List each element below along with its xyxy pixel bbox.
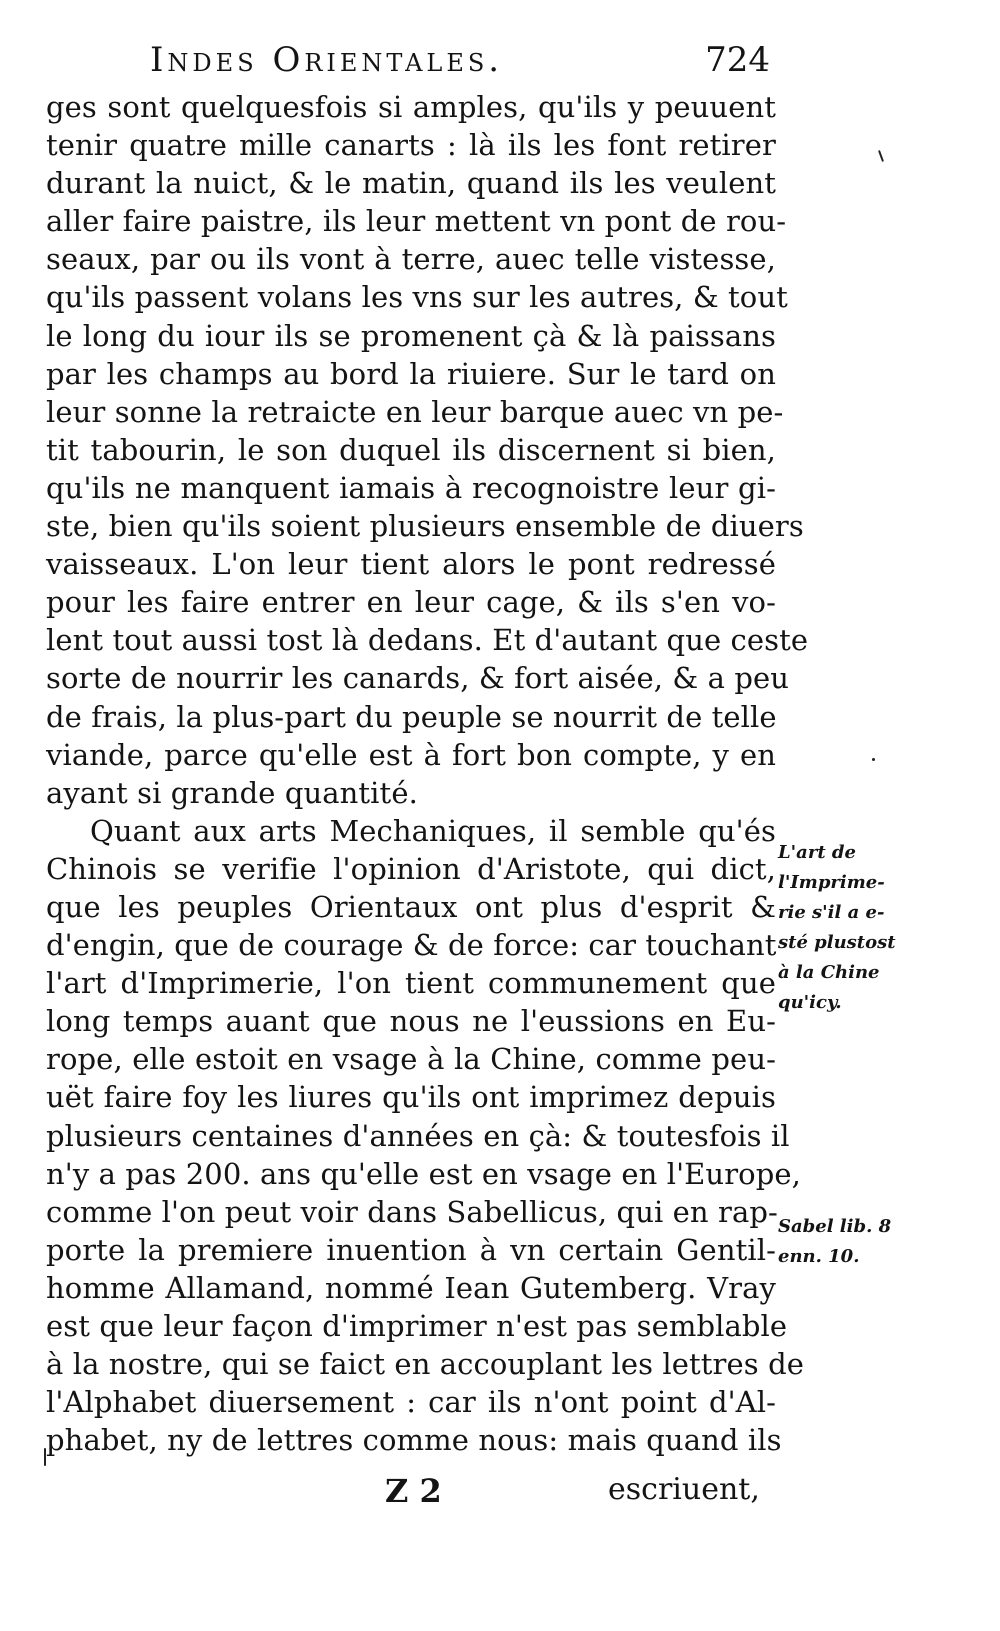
margin-note-line: sté plustost: [778, 932, 896, 953]
margin-note-printing: [778, 838, 918, 1018]
text-line: porte la premiere inuention à vn certain Gentil-: [46, 1232, 776, 1267]
ink-speck: [44, 1448, 46, 1466]
text-line: n'y a pas 200. ans qu'elle est en vsage en l'Europe,: [46, 1156, 801, 1191]
text-line: sorte de nourrir les canards, & fort aisée, & a peu: [46, 661, 790, 696]
text-line: tit tabourin, le son duquel ils discernent si bien,: [46, 432, 776, 467]
text-line: est que leur façon d'imprimer n'est pas semblable: [46, 1309, 788, 1343]
text-line: seaux, par ou ils vont à terre, auec telle vistesse,: [46, 242, 776, 277]
margin-note-line: rie s'il a e-: [778, 902, 885, 923]
text-line: l'art d'Imprimerie, l'on tient communement que: [46, 966, 776, 1001]
signature-mark: Z 2: [385, 1472, 442, 1510]
text-line: homme Allamand, nommé Iean Gutemberg. Vray: [46, 1270, 776, 1305]
text-line: plusieurs centaines d'années en çà: & toutesfois il: [46, 1118, 790, 1153]
text-line: durant la nuict, & le matin, quand ils les veulent: [46, 166, 776, 201]
page-footer: [0, 1472, 1000, 1522]
text-line: que les peuples Orientaux ont plus d'esprit &: [46, 889, 776, 924]
text-line: Chinois se verifie l'opinion d'Aristote, qui dict,: [46, 851, 776, 886]
running-title: Indes Orientales.: [150, 40, 504, 80]
text-line: aller faire paistre, ils leur mettent vn pont de rou-: [46, 204, 787, 239]
margin-note-line: enn. 10.: [778, 1246, 860, 1267]
text-line: ges sont quelquesfois si amples, qu'ils y peuuent: [46, 90, 776, 124]
ink-speck: [872, 758, 875, 761]
text-line: qu'ils passent volans les vns sur les autres, & tout: [46, 280, 788, 315]
margin-note-line: l'Imprime-: [778, 872, 885, 893]
text-line: phabet, ny de lettres comme nous: mais quand ils: [46, 1423, 782, 1458]
text-line: tenir quatre mille canarts : là ils les font retirer: [46, 128, 776, 163]
paragraph-start-line: Quant aux arts Mechaniques, il semble qu'és: [90, 813, 776, 848]
text-line: lent tout aussi tost là dedans. Et d'autant que ceste: [46, 623, 809, 658]
text-line: ste, bien qu'ils soient plusieurs ensemble de diuers: [46, 509, 804, 544]
text-line: leur sonne la retraicte en leur barque auec vn pe-: [46, 394, 784, 429]
text-line: pour les faire entrer en leur cage, & ils s'en vo-: [46, 585, 776, 620]
text-line: l'Alphabet diuersement : car ils n'ont point d'Al-: [46, 1385, 776, 1420]
text-line: uët faire foy les liures qu'ils ont imprimez depuis: [46, 1080, 776, 1115]
text-line: long temps auant que nous ne l'eussions en Eu-: [46, 1004, 776, 1039]
catchword: escriuent,: [608, 1472, 760, 1507]
margin-note-line: qu'icy.: [778, 992, 842, 1013]
margin-note-line: Sabel lib. 8: [778, 1216, 892, 1237]
text-line: ayant si grande quantité.: [46, 775, 418, 810]
text-line: vaisseaux. L'on leur tient alors le pont redressé: [46, 547, 776, 582]
text-line: qu'ils ne manquent iamais à recognoistre leur gi-: [46, 470, 776, 505]
text-line: rope, elle estoit en vsage à la Chine, comme peu-: [46, 1042, 776, 1077]
text-line: par les champs au bord la riuiere. Sur le tard on: [46, 356, 776, 391]
margin-note-line: L'art de: [778, 842, 856, 863]
body-text: [46, 88, 809, 1459]
margin-note-sabellicus: [778, 1212, 918, 1272]
text-line: de frais, la plus-part du peuple se nourrit de telle: [46, 699, 777, 734]
page-number: 724: [705, 40, 770, 80]
text-line: d'engin, que de courage & de force: car touchant: [46, 928, 777, 963]
text-line: à la nostre, qui se faict en accouplant les lettres de: [46, 1347, 805, 1382]
ink-speck: [878, 150, 884, 162]
margin-note-line: à la Chine: [778, 962, 880, 983]
text-line: viande, parce qu'elle est à fort bon compte, y en: [46, 737, 776, 772]
text-line: comme l'on peut voir dans Sabellicus, qui en rap-: [46, 1194, 778, 1229]
text-line: le long du iour ils se promenent çà & là paissans: [46, 318, 776, 353]
running-head: [150, 40, 770, 84]
